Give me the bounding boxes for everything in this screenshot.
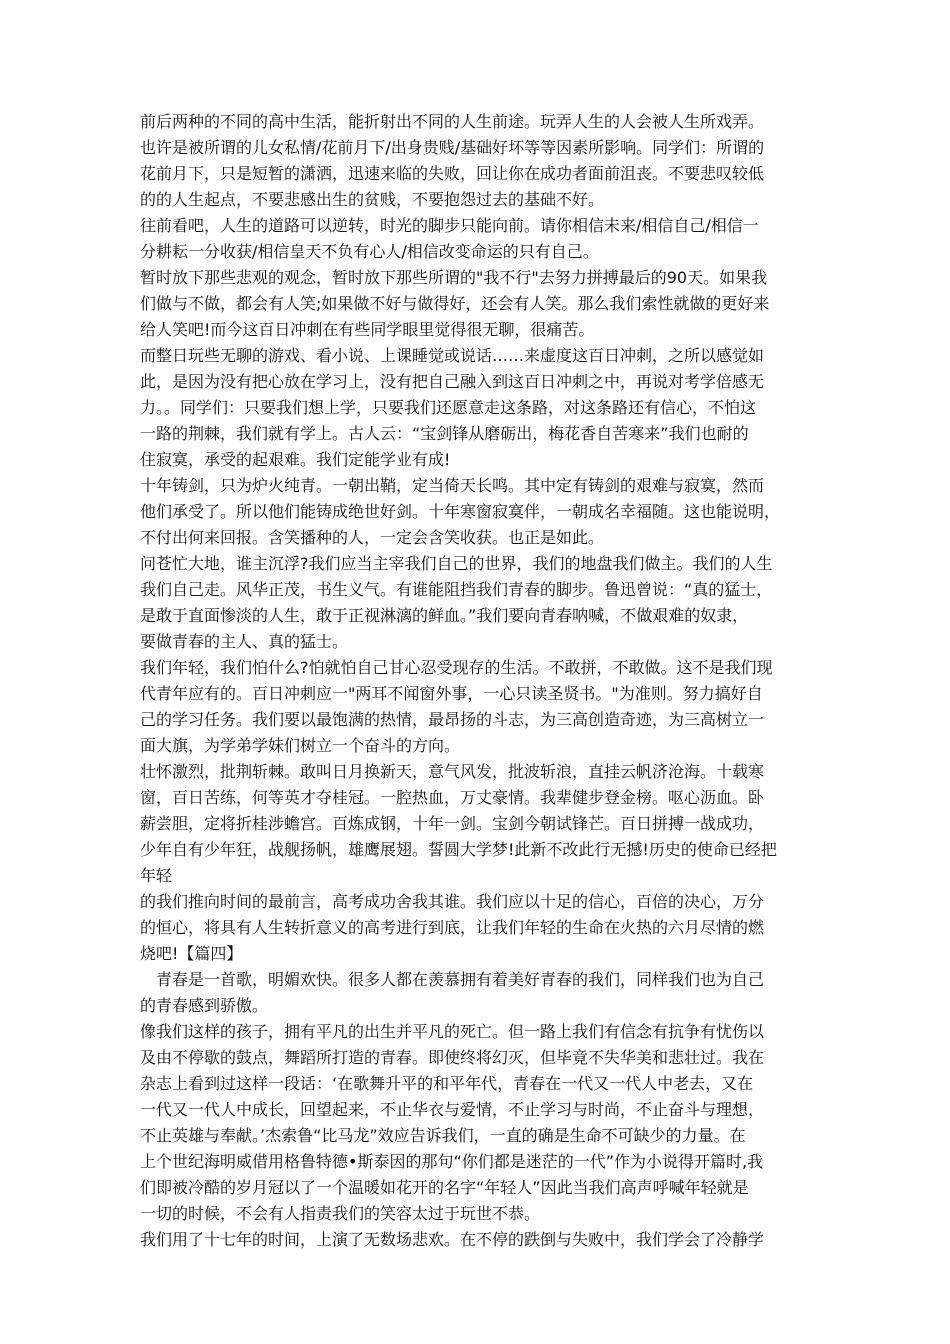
text-line: 的恒心，将具有人生转折意义的高考进行到底，让我们年轻的生命在火热的六月尽情的燃	[140, 918, 765, 937]
text-line: 们做与不做，都会有人笑;如果做不好与做得好，还会有人笑。那么我们索性就做的更好来	[140, 294, 770, 313]
text-line: 也许是被所谓的儿女私情/花前月下/出身贵贱/基础好坏等等因素所影响。同学们：所谓的	[140, 138, 765, 157]
text-line: 一代又一代人中成长，回望起来，不止华衣与爱情，不止学习与时尚，不止奋斗与理想，	[140, 1100, 765, 1119]
text-line: 的青春感到骄傲。	[140, 996, 269, 1015]
text-line: 们即被冷酷的岁月冠以了一个温暖如花开的名字“年轻人”因此当我们高声呼喊年轻就是	[140, 1178, 749, 1197]
text-line: 问苍忙大地，谁主沉浮?我们应当主宰我们自己的世界，我们的地盘我们做主。我们的人生	[140, 554, 773, 573]
text-line: 他们承受了。所以他们能铸成绝世好剑。十年寒窗寂寞伴，一朝成名幸福随。这也能说明，	[140, 502, 781, 521]
text-line: 的的人生起点，不要悲感出生的贫贱，不要抱怨过去的基础不好。	[140, 190, 605, 209]
text-line: 此，是因为没有把心放在学习上，没有把自己融入到这百日冲刺之中，再说对考学倍感无	[140, 372, 765, 391]
text-line: 我们自己走。风华正茂，书生义气。有谁能阻挡我们青春的脚步。鲁迅曾说：“真的猛士，	[140, 580, 773, 599]
text-line: 杂志上看到过这样一段话：‘在歌舞升平的和平年代，青春在一代又一代人中老去，又在	[140, 1074, 754, 1093]
text-line: 我们年轻，我们怕什么?怕就怕自己甘心忍受现存的生活。不敢拼，不敢做。这不是我们现	[140, 658, 773, 677]
text-line: 给人笑吧!而今这百日冲刺在有些同学眼里觉得很无聊，很痛苦。	[140, 320, 595, 339]
text-line: 分耕耘一分收获/相信皇天不负有心人/相信改变命运的只有自己。	[140, 242, 599, 261]
text-line: 面大旗，为学弟学妹们树立一个奋斗的方向。	[140, 736, 461, 755]
text-line: 烧吧!【篇四】	[140, 944, 243, 963]
text-line: 暂时放下那些悲观的观念，暂时放下那些所谓的"我不行"去努力拼搏最后的90天。如果我	[140, 268, 768, 287]
text-line: 是敢于直面惨淡的人生，敢于正视淋漓的鲜血。”我们要向青春呐喊，不做艰难的奴隶，	[140, 606, 749, 625]
text-line: 住寂寞，承受的起艰难。我们定能学业有成!	[140, 450, 451, 469]
text-line: 薪尝胆，定将折桂涉蟾宫。百炼成钢，十年一剑。宝剑今朝试锋芒。百日拼搏一战成功，	[140, 814, 765, 833]
text-line: 上个世纪海明威借用格鲁特德•斯泰因的那句“你们都是迷茫的一代”作为小说得开篇时,我	[140, 1152, 764, 1171]
text-line: 我们用了十七年的时间，上演了无数场悲欢。在不停的跌倒与失败中，我们学会了冷静学	[140, 1230, 765, 1249]
text-line: 往前看吧，人生的道路可以逆转，时光的脚步只能向前。请你相信未来/相信自己/相信一	[140, 216, 759, 235]
text-line: 十年铸剑，只为炉火纯青。一朝出鞘，定当倚天长鸣。其中定有铸剑的艰难与寂寞，然而	[140, 476, 765, 495]
text-line: 像我们这样的孩子，拥有平凡的出生并平凡的死亡。但一路上我们有信念有抗争有忧伤以	[140, 1022, 765, 1041]
text-line: 不付出何来回报。含笑播种的人，一定会含笑收获。也正是如此。	[140, 528, 605, 547]
text-line: 一路的荆棘，我们就有学上。古人云：“宝剑锋从磨砺出，梅花香自苦寒来”我们也耐的	[140, 424, 749, 443]
text-line: 及由不停歇的鼓点，舞蹈所打造的青春。即使终将幻灭，但毕竟不失华美和悲壮过。我在	[140, 1048, 765, 1067]
text-line: 少年自有少年狂，战舰扬帆，雄鹰展翅。誓圆大学梦!此新不改此行无撼!历史的使命已经把	[140, 840, 777, 859]
document-body	[140, 109, 812, 1253]
text-line: 而整日玩些无聊的游戏、看小说、上课睡觉或说话……来虚度这百日冲刺，之所以感觉如	[140, 346, 765, 365]
text-line: 前后两种的不同的高中生活，能折射出不同的人生前途。玩弄人生的人会被人生所戏弄。	[140, 112, 765, 131]
text-line: 壮怀激烈，批荆斩棘。敢叫日月换新天，意气风发，批波斩浪，直挂云帆济沧海。十载寒	[140, 762, 765, 781]
text-line: 年轻	[140, 866, 173, 885]
text-line: 力。。同学们：只要我们想上学，只要我们还愿意走这条路，对这条路还有信心，不怕这	[140, 398, 757, 417]
text-line: 花前月下，只是短暂的潇洒，迅速来临的失败，回让你在成功者面前沮丧。不要悲叹较低	[140, 164, 765, 183]
text-line: 青春是一首歌，明媚欢快。很多人都在羡慕拥有着美好青春的我们，同样我们也为自己	[140, 970, 765, 989]
text-line: 代青年应有的。百日冲刺应一"两耳不闻窗外事，一心只读圣贤书。"为准则。努力搞好自	[140, 684, 763, 703]
text-line: 窗，百日苦练，何等英才夺桂冠。一腔热血，万丈豪情。我辈健步登金榜。呕心沥血。卧	[140, 788, 765, 807]
text-line: 的我们推向时间的最前言，高考成功舍我其谁。我们应以十足的信心，百倍的决心，万分	[140, 892, 765, 911]
text-line: 一切的时候，不会有人指责我们的笑容太过于玩世不恭。	[140, 1204, 541, 1223]
text-line: 己的学习任务。我们要以最饱满的热情，最昂扬的斗志，为三高创造奇迹，为三高树立一	[140, 710, 765, 729]
text-line: 要做青春的主人、真的猛士。	[140, 632, 349, 651]
text-line: 不止英雄与奉献。’杰索鲁“比马龙”效应告诉我们，一直的确是生命不可缺少的力量。在	[140, 1126, 746, 1145]
